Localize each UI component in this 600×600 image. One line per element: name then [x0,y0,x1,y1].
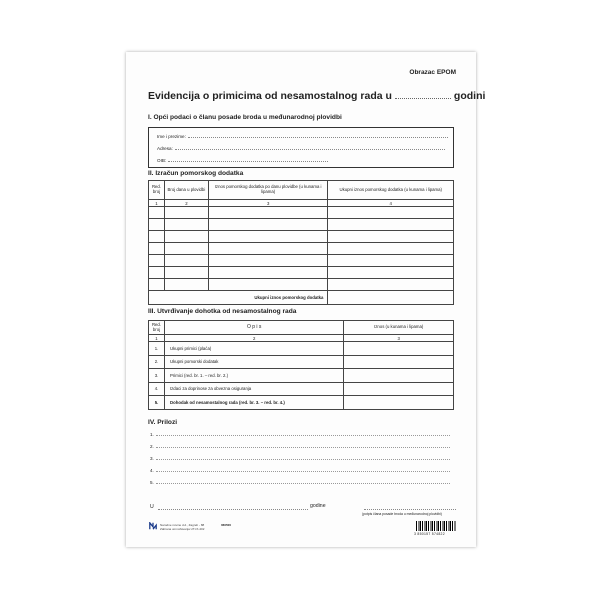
row-description: Ukupni primici (plaća) [164,342,343,356]
col-number: 3 [344,335,454,342]
general-info-box [148,127,454,168]
section4-title: IV. Prilozi [148,419,178,426]
table-row [149,231,454,243]
cell[interactable] [149,219,165,231]
attachment-number: 5. [150,480,154,485]
signature-line[interactable] [364,509,456,510]
table-row [149,255,454,267]
table-row [149,267,454,279]
form-page [126,52,486,547]
name-line [188,137,448,138]
cell[interactable] [208,207,328,219]
col-number: 1 [149,335,165,342]
barcode-icon [416,521,456,531]
header-total-amount: Ukupni iznos pomorskog dodatka (u kunama i lipama) [328,181,454,200]
row-description: Izdaci za doprinose za obvezna osiguranja [164,382,343,396]
table-row [149,243,454,255]
cell[interactable] [208,219,328,231]
section1-title: I. Opći podaci o članu posade broda u međunarodnoj plovidbi [148,114,342,121]
cell[interactable] [164,231,208,243]
attachment-dots [156,447,450,448]
col-number: 1 [149,200,165,207]
row-description: Primici (red. br. 1. – red. br. 2.) [164,369,343,383]
cell[interactable] [328,255,454,267]
amount-cell[interactable] [344,342,454,356]
cell[interactable] [328,231,454,243]
row-description: Ukupni pomorski dodatak [164,355,343,369]
form-code: Obrazac EPOM [409,69,456,76]
signature-caption: (potpis člana posade broda u međunarodnoj plovidbi) [362,512,442,516]
table-row [149,396,454,410]
amount-cell[interactable] [344,382,454,396]
date-suffix: godine [310,503,326,509]
cell[interactable] [328,279,454,291]
attachment-dots [156,435,450,436]
title-suffix: godini [453,90,486,102]
table-row [149,355,454,369]
publisher-line2: Zabrana umnožavanja UT-IX-402 [160,527,205,531]
cell[interactable] [149,267,165,279]
oib-line [168,161,328,162]
attachment-line[interactable] [150,456,450,461]
total-value-cell[interactable] [328,291,454,305]
name-field[interactable] [157,134,448,139]
row-number: 1. [149,342,165,356]
cell[interactable] [164,267,208,279]
cell[interactable] [208,279,328,291]
table-row [149,279,454,291]
cell[interactable] [208,243,328,255]
cell[interactable] [328,243,454,255]
publisher-code: 060500 [221,523,232,527]
cell[interactable] [149,207,165,219]
attachment-dots [156,471,450,472]
amount-cell[interactable] [344,355,454,369]
publisher-logo-icon [149,522,157,530]
header-days: Broj dana u plovidbi [164,181,208,200]
attachment-line[interactable] [150,432,450,437]
cell[interactable] [328,219,454,231]
header-description: O p i s [164,321,343,335]
attachment-number: 1. [150,432,154,437]
cell[interactable] [149,255,165,267]
amount-cell[interactable] [344,396,454,410]
attachment-dots [156,483,450,484]
year-blank[interactable] [395,98,451,99]
table-row [149,342,454,356]
table-row [149,369,454,383]
cell[interactable] [149,279,165,291]
page-title [148,90,485,102]
attachment-number: 2. [150,444,154,449]
cell[interactable] [208,255,328,267]
attachment-number: 3. [150,456,154,461]
row-number: 3. [149,369,165,383]
cell[interactable] [164,207,208,219]
row-description: Dohodak od nesamostalnog rada (red. br. 3. – red. br. 4.) [164,396,343,410]
table-row [149,207,454,219]
total-row [149,291,454,305]
total-label: Ukupni iznos pomorskog dodatka [149,291,328,305]
address-field[interactable] [157,146,445,151]
cell[interactable] [328,207,454,219]
cell[interactable] [149,231,165,243]
col-number: 2 [164,335,343,342]
row-number: 4. [149,382,165,396]
col-number: 3 [208,200,328,207]
ean-number: 3 850157 574822 [414,532,445,536]
attachment-dots [156,459,450,460]
attachment-line[interactable] [150,444,450,449]
table-row [149,219,454,231]
cell[interactable] [208,267,328,279]
header-row-number: Red. broj [149,321,165,335]
title-prefix: Evidencija o primicima od nesamostalnog rada u [148,90,392,102]
seafarer-allowance-table [148,180,454,305]
publisher-line1: Narodne novine d.d., Zagreb - 88 [160,523,205,527]
oib-label: OIB: [157,158,167,163]
cell[interactable] [208,231,328,243]
income-table [148,320,454,410]
row-number: 5. [149,396,165,410]
table-row [149,382,454,396]
amount-cell[interactable] [344,369,454,383]
row-number: 2. [149,355,165,369]
address-label: Adresa: [157,146,173,151]
name-label: Ime i prezime: [157,134,186,139]
attachment-number: 4. [150,468,154,473]
col-number: 4 [328,200,454,207]
address-line [175,149,445,150]
place-date-line[interactable] [158,509,308,510]
cell[interactable] [164,243,208,255]
header-amount: Iznos (u kunama i lipama) [344,321,454,335]
cell[interactable] [149,243,165,255]
section3-title: III. Utvrđivanje dohotka od nesamostalnog rada [148,308,297,315]
place-label: U [150,504,154,510]
cell[interactable] [164,219,208,231]
section2-title: II. Izračun pomorskog dodatka [148,170,244,177]
col-number: 2 [164,200,208,207]
header-row-number: Red. broj [149,181,165,200]
header-daily-amount: Iznos pomorskog dodatka po danu plovidbe (u kunama i lipama) [208,181,328,200]
cell[interactable] [328,267,454,279]
attachment-line[interactable] [150,480,450,485]
oib-field[interactable] [157,158,328,163]
attachment-line[interactable] [150,468,450,473]
cell[interactable] [164,279,208,291]
cell[interactable] [164,255,208,267]
